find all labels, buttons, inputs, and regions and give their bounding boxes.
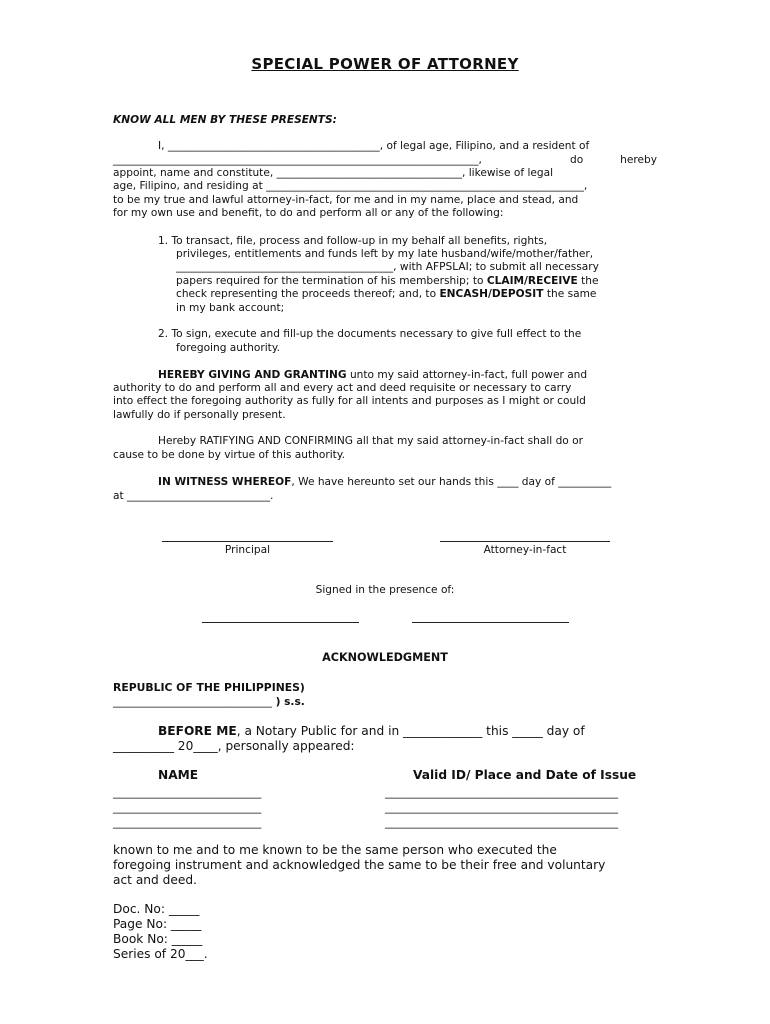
- witness-line-1: IN WITNESS WHEREOF, We have hereunto set our hands this ____ day of __________: [158, 476, 612, 488]
- item1-line-4: papers required for the termination of his membership; to CLAIM/RECEIVE the: [176, 275, 599, 287]
- p1-line-4: age, Filipino, and residing at ____________________________________________________________,: [113, 180, 588, 192]
- p1-line-5: to be my true and lawful attorney-in-fact, for me and in my name, place and stead, and: [113, 194, 579, 206]
- item1-line-2: privileges, entitlements and funds left by my late husband/wife/mother/father,: [176, 248, 594, 260]
- document-title: SPECIAL POWER OF ATTORNEY: [251, 55, 519, 73]
- witness-line-2: at ___________________________.: [113, 490, 274, 502]
- id-column-header: Valid ID/ Place and Date of Issue: [413, 768, 637, 782]
- before-me-line-1: BEFORE ME, a Notary Public for and in _____________ this _____ day of: [158, 724, 585, 738]
- name-line-2: ____________________________: [113, 802, 262, 814]
- before-me-line-2: __________ 20____, personally appeared:: [113, 739, 355, 753]
- item1-line-5: check representing the proceeds thereof; and, to ENCASH/DEPOSIT the same: [176, 288, 597, 300]
- item1-line-1: 1. To transact, file, process and follow-up in my behalf all benefits, rights,: [158, 235, 548, 247]
- p1-line-3: appoint, name and constitute, ___________________________________, likewise of legal: [113, 167, 554, 179]
- id-line-3: ____________________________________________: [385, 817, 619, 829]
- p1-line-2: _____________________________________________________________________, do hereby: [113, 154, 657, 166]
- p2-line-4: lawfully do if personally present.: [113, 409, 286, 421]
- id-line-2: ____________________________________________: [385, 802, 619, 814]
- republic-line: REPUBLIC OF THE PHILIPPINES): [113, 681, 305, 694]
- p1-line-1: I, ________________________________________, of legal age, Filipino, and a resident of: [158, 140, 590, 152]
- item1-line-6: in my bank account;: [176, 302, 285, 314]
- presence-label: Signed in the presence of:: [315, 584, 455, 596]
- witness-signature-line-1: [202, 622, 359, 623]
- name-line-1: ____________________________: [113, 787, 262, 799]
- item2-line-2: foregoing authority.: [176, 342, 280, 354]
- p2-line-3: into effect the foregoing authority as fully for all intents and purposes as I might or could: [113, 395, 586, 407]
- doc-no: Doc. No: _____: [113, 902, 200, 916]
- name-column-header: NAME: [158, 768, 199, 782]
- p3-line-1: Hereby RATIFYING AND CONFIRMING all that my said attorney-in-fact shall do or: [158, 435, 583, 447]
- p1-line-6: for my own use and benefit, to do and perform all or any of the following:: [113, 207, 504, 219]
- known-line-2: foregoing instrument and acknowledged the same to be their free and voluntary: [113, 858, 606, 872]
- attorney-label: Attorney-in-fact: [483, 544, 567, 556]
- item2-line-1: 2. To sign, execute and fill-up the documents necessary to give full effect to the: [158, 328, 582, 340]
- id-line-1: ____________________________________________: [385, 787, 619, 799]
- known-line-1: known to me and to me known to be the same person who executed the: [113, 843, 557, 857]
- witness-signature-line-2: [412, 622, 569, 623]
- principal-signature-line: [162, 541, 333, 542]
- attorney-signature-line: [440, 541, 610, 542]
- book-no: Book No: _____: [113, 932, 203, 946]
- p2-line-2: authority to do and perform all and every act and deed requisite or necessary to carry: [113, 382, 572, 394]
- name-line-3: ____________________________: [113, 817, 262, 829]
- ss-line: ______________________________ ) s.s.: [113, 696, 305, 708]
- page-no: Page No: _____: [113, 917, 202, 931]
- intro-heading: KNOW ALL MEN BY THESE PRESENTS:: [113, 114, 337, 126]
- p3-line-2: cause to be done by virtue of this authority.: [113, 449, 345, 461]
- p2-line-1: HEREBY GIVING AND GRANTING unto my said attorney-in-fact, full power and: [158, 369, 588, 381]
- known-line-3: act and deed.: [113, 873, 197, 887]
- principal-label: Principal: [224, 544, 271, 556]
- series-no: Series of 20___.: [113, 947, 208, 961]
- item1-line-3: _________________________________________, with AFPSLAI; to submit all necessary: [176, 261, 599, 273]
- acknowledgment-heading: ACKNOWLEDGMENT: [322, 651, 448, 664]
